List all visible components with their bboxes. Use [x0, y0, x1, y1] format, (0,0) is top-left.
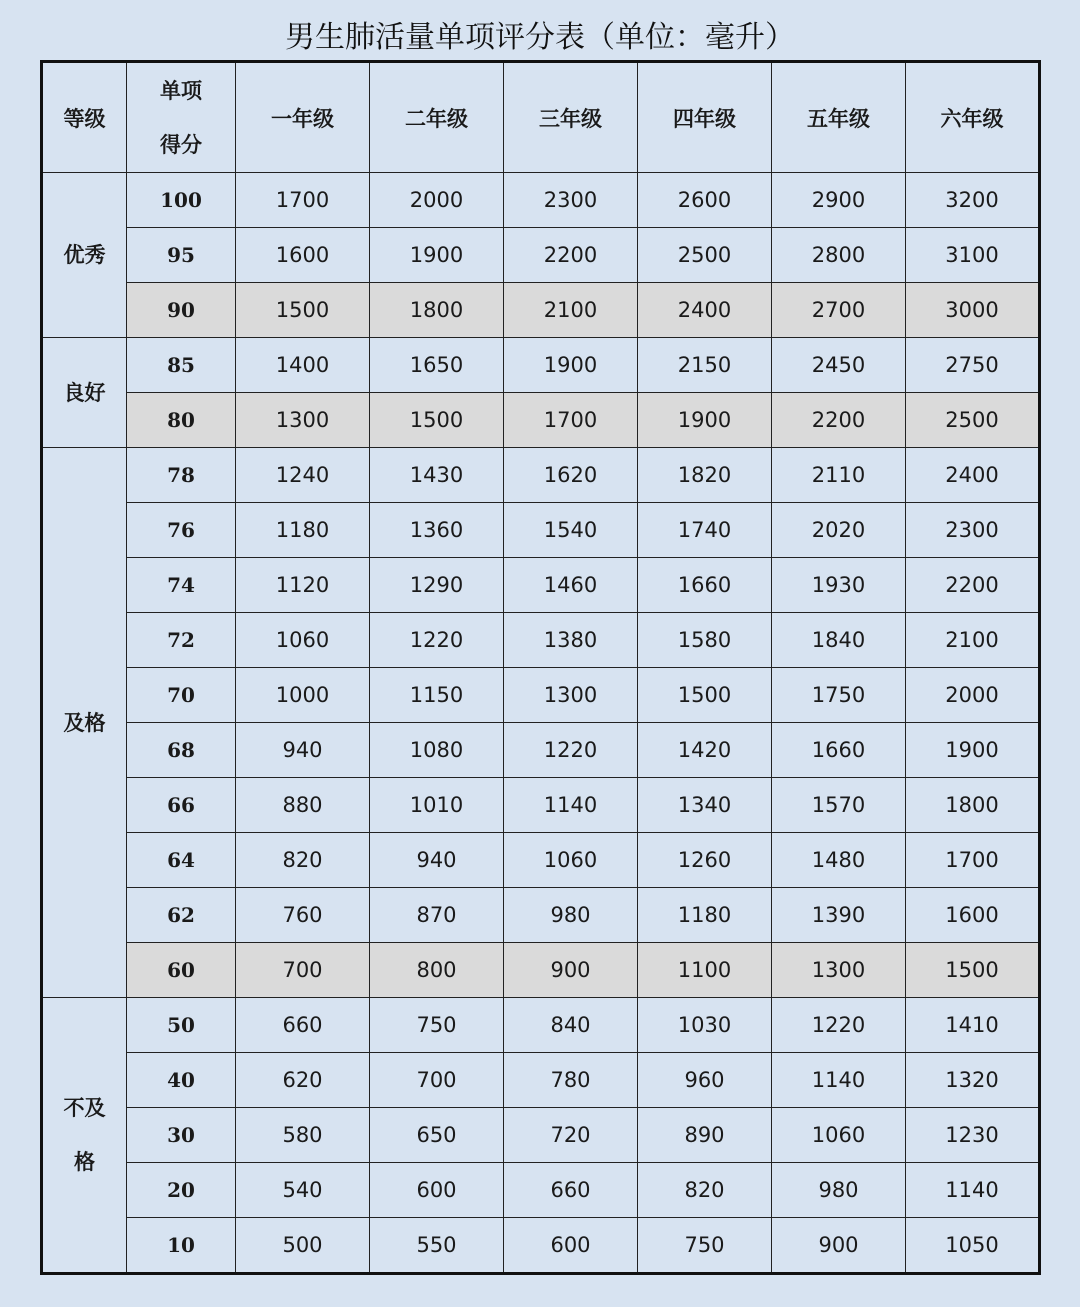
value-cell: 1150 — [370, 668, 504, 723]
value-cell: 1030 — [638, 998, 772, 1053]
value-cell: 1060 — [504, 833, 638, 888]
value-cell: 940 — [370, 833, 504, 888]
value-cell: 1290 — [370, 558, 504, 613]
table-row — [42, 1053, 1040, 1108]
value-cell: 1180 — [638, 888, 772, 943]
value-cell: 1800 — [370, 283, 504, 338]
table-row — [42, 228, 1040, 283]
value-cell: 870 — [370, 888, 504, 943]
value-cell: 1060 — [772, 1108, 906, 1163]
value-cell: 900 — [772, 1218, 906, 1274]
score-cell: 78 — [127, 448, 236, 503]
header-grade: 等级 — [42, 62, 127, 173]
value-cell: 2100 — [504, 283, 638, 338]
value-cell: 1500 — [638, 668, 772, 723]
value-cell: 1360 — [370, 503, 504, 558]
value-cell: 700 — [370, 1053, 504, 1108]
value-cell: 1700 — [906, 833, 1040, 888]
value-cell: 720 — [504, 1108, 638, 1163]
table-row — [42, 558, 1040, 613]
value-cell: 540 — [236, 1163, 370, 1218]
value-cell: 2200 — [504, 228, 638, 283]
value-cell: 2000 — [370, 173, 504, 228]
value-cell: 820 — [638, 1163, 772, 1218]
table-row — [42, 668, 1040, 723]
value-cell: 1060 — [236, 613, 370, 668]
value-cell: 1660 — [772, 723, 906, 778]
value-cell: 1340 — [638, 778, 772, 833]
value-cell: 1620 — [504, 448, 638, 503]
value-cell: 1700 — [504, 393, 638, 448]
grade-level-label: 优秀 — [63, 243, 106, 267]
value-cell: 1140 — [906, 1163, 1040, 1218]
value-cell: 2110 — [772, 448, 906, 503]
value-cell: 660 — [236, 998, 370, 1053]
value-cell: 980 — [504, 888, 638, 943]
grade-level-cell — [42, 338, 127, 448]
value-cell: 2000 — [906, 668, 1040, 723]
value-cell: 1230 — [906, 1108, 1040, 1163]
value-cell: 1480 — [772, 833, 906, 888]
value-cell: 1220 — [504, 723, 638, 778]
header-score-line2: 得分 — [160, 132, 202, 157]
value-cell: 700 — [236, 943, 370, 998]
grade-level-label: 格 — [74, 1150, 95, 1174]
header-grade-2: 二年级 — [370, 62, 504, 173]
value-cell: 1460 — [504, 558, 638, 613]
value-cell: 2450 — [772, 338, 906, 393]
score-cell: 40 — [127, 1053, 236, 1108]
value-cell: 1430 — [370, 448, 504, 503]
table-body — [42, 173, 1040, 1274]
value-cell: 940 — [236, 723, 370, 778]
table-row — [42, 1218, 1040, 1274]
value-cell: 2900 — [772, 173, 906, 228]
value-cell: 1140 — [772, 1053, 906, 1108]
score-cell: 85 — [127, 338, 236, 393]
value-cell: 1390 — [772, 888, 906, 943]
value-cell: 1100 — [638, 943, 772, 998]
value-cell: 1820 — [638, 448, 772, 503]
score-cell: 20 — [127, 1163, 236, 1218]
value-cell: 2500 — [638, 228, 772, 283]
value-cell: 1300 — [504, 668, 638, 723]
value-cell: 1300 — [772, 943, 906, 998]
table-row — [42, 943, 1040, 998]
value-cell: 750 — [370, 998, 504, 1053]
value-cell: 890 — [638, 1108, 772, 1163]
value-cell: 1260 — [638, 833, 772, 888]
header-grade-3: 三年级 — [504, 62, 638, 173]
score-cell: 64 — [127, 833, 236, 888]
value-cell: 1840 — [772, 613, 906, 668]
value-cell: 750 — [638, 1218, 772, 1274]
grade-level-cell — [42, 173, 127, 338]
value-cell: 840 — [504, 998, 638, 1053]
value-cell: 1900 — [906, 723, 1040, 778]
value-cell: 800 — [370, 943, 504, 998]
value-cell: 2750 — [906, 338, 1040, 393]
value-cell: 2600 — [638, 173, 772, 228]
table-row — [42, 1163, 1040, 1218]
value-cell: 1930 — [772, 558, 906, 613]
header-row — [42, 62, 1040, 173]
score-cell: 30 — [127, 1108, 236, 1163]
value-cell: 1010 — [370, 778, 504, 833]
value-cell: 1900 — [638, 393, 772, 448]
value-cell: 1410 — [906, 998, 1040, 1053]
score-cell: 70 — [127, 668, 236, 723]
value-cell: 2800 — [772, 228, 906, 283]
grade-level-label: 良好 — [63, 380, 106, 405]
value-cell: 2200 — [772, 393, 906, 448]
grade-level-cell — [42, 448, 127, 998]
value-cell: 980 — [772, 1163, 906, 1218]
value-cell: 1180 — [236, 503, 370, 558]
value-cell: 1500 — [370, 393, 504, 448]
value-cell: 1420 — [638, 723, 772, 778]
value-cell: 2300 — [504, 173, 638, 228]
score-cell: 60 — [127, 943, 236, 998]
table-row — [42, 503, 1040, 558]
value-cell: 1240 — [236, 448, 370, 503]
table-row — [42, 283, 1040, 338]
value-cell: 600 — [504, 1218, 638, 1274]
score-cell: 50 — [127, 998, 236, 1053]
value-cell: 650 — [370, 1108, 504, 1163]
table-row — [42, 393, 1040, 448]
value-cell: 600 — [370, 1163, 504, 1218]
value-cell: 960 — [638, 1053, 772, 1108]
value-cell: 2500 — [906, 393, 1040, 448]
value-cell: 500 — [236, 1218, 370, 1274]
value-cell: 2700 — [772, 283, 906, 338]
score-cell: 80 — [127, 393, 236, 448]
grade-level-label: 及格 — [63, 710, 106, 735]
value-cell: 1000 — [236, 668, 370, 723]
score-cell: 74 — [127, 558, 236, 613]
grade-level-label: 不及 — [63, 1096, 106, 1120]
value-cell: 1740 — [638, 503, 772, 558]
table-row — [42, 778, 1040, 833]
value-cell: 1220 — [772, 998, 906, 1053]
table-row — [42, 448, 1040, 503]
value-cell: 660 — [504, 1163, 638, 1218]
score-cell: 90 — [127, 283, 236, 338]
score-cell: 68 — [127, 723, 236, 778]
value-cell: 2200 — [906, 558, 1040, 613]
table-row — [42, 723, 1040, 778]
value-cell: 1500 — [906, 943, 1040, 998]
value-cell: 550 — [370, 1218, 504, 1274]
header-score-line1: 单项 — [160, 78, 202, 103]
table-row — [42, 998, 1040, 1053]
score-cell: 76 — [127, 503, 236, 558]
value-cell: 2020 — [772, 503, 906, 558]
value-cell: 760 — [236, 888, 370, 943]
value-cell: 1140 — [504, 778, 638, 833]
value-cell: 580 — [236, 1108, 370, 1163]
value-cell: 1320 — [906, 1053, 1040, 1108]
header-grade-4: 四年级 — [638, 62, 772, 173]
table-row — [42, 1108, 1040, 1163]
value-cell: 1300 — [236, 393, 370, 448]
vital-capacity-score-table — [40, 60, 1041, 1275]
value-cell: 1600 — [906, 888, 1040, 943]
value-cell: 2100 — [906, 613, 1040, 668]
header-grade-5: 五年级 — [772, 62, 906, 173]
table-row — [42, 338, 1040, 393]
table-title: 男生肺活量单项评分表（单位：毫升） — [285, 20, 795, 55]
value-cell: 620 — [236, 1053, 370, 1108]
value-cell: 2400 — [906, 448, 1040, 503]
value-cell: 3000 — [906, 283, 1040, 338]
value-cell: 1080 — [370, 723, 504, 778]
header-score — [127, 62, 236, 173]
table-row — [42, 888, 1040, 943]
value-cell: 820 — [236, 833, 370, 888]
value-cell: 1500 — [236, 283, 370, 338]
score-cell: 95 — [127, 228, 236, 283]
table-row — [42, 613, 1040, 668]
header-grade-6: 六年级 — [906, 62, 1040, 173]
value-cell: 1120 — [236, 558, 370, 613]
score-cell: 66 — [127, 778, 236, 833]
value-cell: 780 — [504, 1053, 638, 1108]
value-cell: 1900 — [370, 228, 504, 283]
value-cell: 1900 — [504, 338, 638, 393]
value-cell: 2300 — [906, 503, 1040, 558]
value-cell: 880 — [236, 778, 370, 833]
score-cell: 72 — [127, 613, 236, 668]
value-cell: 1400 — [236, 338, 370, 393]
value-cell: 2400 — [638, 283, 772, 338]
grade-level-cell — [42, 998, 127, 1274]
value-cell: 1220 — [370, 613, 504, 668]
score-cell: 10 — [127, 1218, 236, 1274]
table-row — [42, 173, 1040, 228]
value-cell: 3100 — [906, 228, 1040, 283]
value-cell: 1570 — [772, 778, 906, 833]
table-row — [42, 833, 1040, 888]
value-cell: 1050 — [906, 1218, 1040, 1274]
value-cell: 900 — [504, 943, 638, 998]
value-cell: 3200 — [906, 173, 1040, 228]
value-cell: 1540 — [504, 503, 638, 558]
value-cell: 1750 — [772, 668, 906, 723]
value-cell: 1580 — [638, 613, 772, 668]
value-cell: 1800 — [906, 778, 1040, 833]
value-cell: 1660 — [638, 558, 772, 613]
value-cell: 1600 — [236, 228, 370, 283]
score-cell: 100 — [127, 173, 236, 228]
value-cell: 2150 — [638, 338, 772, 393]
value-cell: 1700 — [236, 173, 370, 228]
value-cell: 1380 — [504, 613, 638, 668]
score-cell: 62 — [127, 888, 236, 943]
value-cell: 1650 — [370, 338, 504, 393]
header-grade-1: 一年级 — [236, 62, 370, 173]
